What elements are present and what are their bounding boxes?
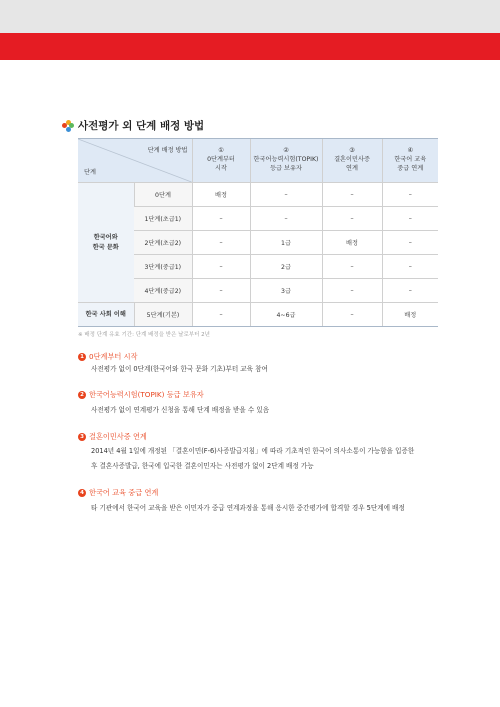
item-heading xyxy=(78,488,158,498)
group-label: 한국 사회 이해 xyxy=(78,303,134,327)
table-cell: – xyxy=(250,183,322,207)
corner-cell xyxy=(78,139,192,183)
top-gray-band xyxy=(0,0,500,33)
item-body: 사전평가 없이 연계평가 신청을 통해 단계 배정을 받을 수 있음 xyxy=(91,406,270,414)
stage-assignment-table xyxy=(78,138,438,327)
table-row xyxy=(78,303,438,327)
group-label: 한국어와 한국 문화 xyxy=(78,183,134,303)
item-body: 사전평가 없이 0단계(한국어와 한국 문화 기초)부터 교육 참여 xyxy=(91,365,268,373)
stage-label: 0단계 xyxy=(134,183,192,207)
number-badge: 1 xyxy=(78,353,86,361)
number-badge: 4 xyxy=(78,489,86,497)
table-cell: – xyxy=(382,231,438,255)
item-title: 결혼이민사증 연계 xyxy=(89,432,147,441)
table-header-row xyxy=(78,139,438,183)
item-heading xyxy=(78,390,204,400)
table-cell: – xyxy=(382,183,438,207)
stage-label: 5단계(기본) xyxy=(134,303,192,327)
table-cell: – xyxy=(382,255,438,279)
stage-label: 1단계(초급1) xyxy=(134,207,192,231)
stage-label: 3단계(중급1) xyxy=(134,255,192,279)
corner-bottom-label: 단계 xyxy=(84,169,96,176)
table-cell: 배정 xyxy=(192,183,250,207)
item-body: 타 기관에서 한국어 교육을 받은 이민자가 중급 연계과정을 통해 응시한 중간평가에 합격할 경우 5단계에 배정 xyxy=(91,504,405,512)
item-heading xyxy=(78,432,147,442)
table-cell: 3급 xyxy=(250,279,322,303)
table-note: ※ 배정 단계 유효 기간: 단계 배정을 받은 날로부터 2년 xyxy=(78,332,210,338)
column-header: ① 0단계부터 시작 xyxy=(192,139,250,183)
item-title: 0단계부터 시작 xyxy=(89,352,138,361)
table-cell: – xyxy=(192,279,250,303)
table-cell: – xyxy=(322,303,382,327)
table-cell: – xyxy=(322,207,382,231)
section-heading xyxy=(62,118,204,133)
column-header: ③ 결혼이민사증 연계 xyxy=(322,139,382,183)
table-cell: 배정 xyxy=(382,303,438,327)
table-cell: – xyxy=(382,279,438,303)
top-red-banner xyxy=(0,33,500,60)
stage-label: 4단계(중급2) xyxy=(134,279,192,303)
table-cell: – xyxy=(192,303,250,327)
table-cell: – xyxy=(250,207,322,231)
table-cell: – xyxy=(192,207,250,231)
table-row xyxy=(78,183,438,207)
corner-top-label: 단계 배정 방법 xyxy=(147,147,188,154)
item-heading xyxy=(78,352,138,362)
section-title: 사전평가 외 단계 배정 방법 xyxy=(78,120,205,132)
item-title: 한국어 교육 중급 연계 xyxy=(89,488,159,497)
table-cell: – xyxy=(322,183,382,207)
table-cell: 4~6급 xyxy=(250,303,322,327)
table-cell: – xyxy=(382,207,438,231)
column-header: ② 한국어능력시험(TOPIK) 등급 보유자 xyxy=(250,139,322,183)
number-badge: 3 xyxy=(78,433,86,441)
clover-icon xyxy=(62,120,74,132)
item-body: 2014년 4월 1일에 개정된 「결혼이민(F-6)사증발급지침」에 따라 기초적인 한국어 의사소통이 가능함을 입증한 후 결혼사증발급, 한국에 입국한 결혼이민자는 사전평가 없이 2단계 배정 가능 xyxy=(91,447,415,470)
table-cell: – xyxy=(322,279,382,303)
item-title: 한국어능력시험(TOPIK) 등급 보유자 xyxy=(89,390,204,399)
table-cell: – xyxy=(322,255,382,279)
column-header: ④ 한국어 교육 중급 연계 xyxy=(382,139,438,183)
table-cell: – xyxy=(192,255,250,279)
table-cell: 배정 xyxy=(322,231,382,255)
table-cell: – xyxy=(192,231,250,255)
number-badge: 2 xyxy=(78,391,86,399)
table-cell: 1급 xyxy=(250,231,322,255)
stage-label: 2단계(초급2) xyxy=(134,231,192,255)
table-cell: 2급 xyxy=(250,255,322,279)
